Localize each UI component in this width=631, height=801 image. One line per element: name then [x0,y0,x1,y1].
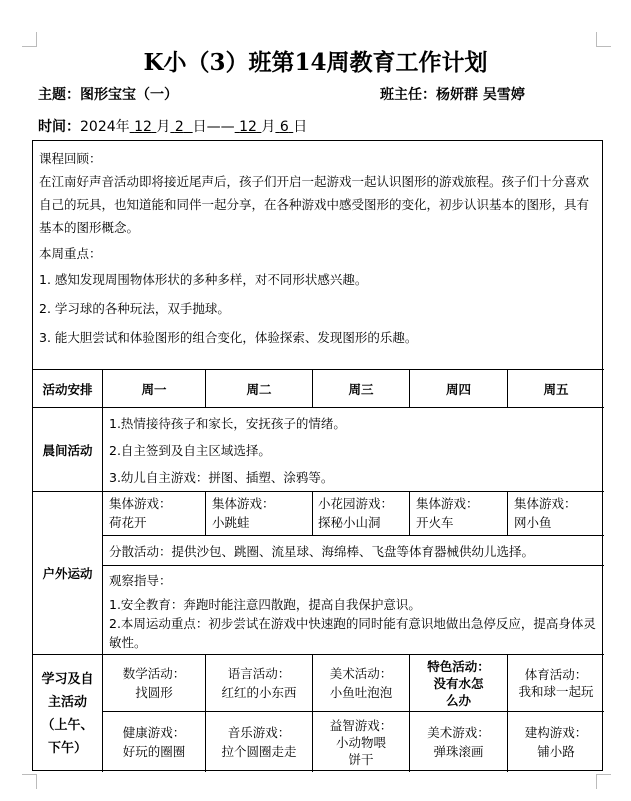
date-start-day: 2 [174,119,184,135]
activity-type: 音乐游戏： [227,725,291,740]
game-type: 集体游戏： [109,496,172,511]
day-header: 周一 [102,369,205,407]
learning-activity [102,711,205,772]
month-unit: 月 [156,119,171,135]
focus-item: 1. 感知发现周围物体形状的多种多样，对不同形状感兴趣。 [39,272,368,287]
date-start-month: 12 [134,119,152,135]
outdoor-game [205,491,312,535]
game-type: 集体游戏： [212,496,275,511]
activity-type: 特色活动： [427,658,490,674]
date-end-month: 12 [239,119,257,135]
activity-type: 健康游戏： [122,725,186,740]
learning-activity [102,654,205,711]
day-header: 周三 [312,369,409,407]
learning-label: 学习及自主活动（上午、下午） [33,654,102,772]
learning-activity [409,711,507,772]
day-unit: 日 [192,119,207,135]
review-heading: 课程回顾： [39,151,102,166]
theme-line [38,84,178,104]
morning-item: 3.幼儿自主游戏：拼图、插塑、涂鸦等。 [109,470,334,485]
scattered-activity: 分散活动：提供沙包、跳圈、流星球、海绵棒、飞盘等体育器械供幼儿选择。 [102,535,604,565]
date-line [38,116,307,136]
morning-activities [102,407,604,491]
date-label: 时间： [38,119,80,135]
morning-item: 2.自主签到及自主区域选择。 [109,443,271,458]
day-unit: 日 [293,119,308,135]
page-corner-mark [596,774,611,789]
teacher-line [380,84,525,104]
page-title: K小（3）班第14周教育工作计划 [143,49,488,76]
activity-name: 弹珠滚画 [433,744,484,759]
month-unit: 月 [261,119,276,135]
activity-type: 益智游戏： [329,717,393,733]
learning-activity [312,711,409,772]
activity-name: 我和球一起玩 [518,684,594,699]
plan-table [32,140,603,771]
activity-name: 小鱼吐泡泡 [329,685,393,700]
game-name: 网小鱼 [514,515,552,530]
observe-heading: 观察指导： [109,573,172,588]
activity-type: 体育活动： [524,667,588,682]
review-body: 在江南好声音活动即将接近尾声后，孩子们开启一起游戏一起认识图形的游戏旅程。孩子们十分喜欢自己的玩具，也知道能和同伴一起分享，在各种游戏中感受图形的变化，初步认识基本的图形，具有基本的图形概念。 [39,174,590,235]
morning-label: 晨间活动 [33,407,102,491]
activity-type: 数学活动： [122,666,186,681]
learning-activity [205,654,312,711]
page-corner-mark [22,774,37,789]
day-header: 周二 [205,369,312,407]
outdoor-label: 户外运动 [33,491,102,654]
teacher-label: 班主任： [380,87,436,103]
activity-type: 美术活动： [329,666,393,681]
focus-heading: 本周重点： [39,246,102,261]
course-review [39,147,599,352]
learning-activity [507,711,604,772]
learning-activity [507,654,604,711]
game-name: 开火车 [416,515,454,530]
game-name: 小跳蛙 [212,515,250,530]
observe-item: 2.本周运动重点：初步尝试在游戏中快速跑的同时能有意识地做出急停反应，提高身体灵敏性。 [109,616,596,650]
outdoor-game [507,491,604,535]
day-header: 周五 [507,369,604,407]
focus-item: 3. 能大胆尝试和体验图形的组合变化，体验探索、发现图形的乐趣。 [39,330,418,345]
activity-type: 语言活动： [227,666,291,681]
outdoor-game [102,491,205,535]
activity-type: 美术游戏： [427,725,490,740]
game-name: 探秘小山洞 [318,515,381,530]
activity-name: 铺小路 [537,744,575,759]
activity-name: 找圆形 [135,685,173,700]
outdoor-game [312,491,409,535]
learning-activity [312,654,409,711]
theme-value: 图形宝宝（一） [80,87,178,103]
outdoor-game [409,491,507,535]
date-separator: —— [206,119,235,135]
game-type: 集体游戏： [416,496,479,511]
schedule-header: 活动安排 [33,369,102,407]
activity-name: 拉个圆圈走走 [221,744,297,759]
focus-item: 2. 学习球的各种玩法，双手抛球。 [39,301,230,316]
theme-label: 主题： [38,87,80,103]
observation-guide [102,565,604,654]
date-end-day: 6 [279,119,289,135]
activity-name: 小动物喂饼干 [335,734,386,767]
game-type: 集体游戏： [514,496,577,511]
game-name: 荷花开 [109,515,147,530]
activity-name: 好玩的圈圈 [122,744,186,759]
teacher-value: 杨妍群 吴雪婷 [436,87,525,103]
game-type: 小花园游戏： [318,496,394,511]
activity-type: 建构游戏： [524,725,588,740]
observe-item: 1.安全教育：奔跑时能注意四散跑，提高自我保护意识。 [109,597,421,612]
activity-name: 没有水怎么办 [433,675,484,708]
morning-item: 1.热情接待孩子和家长，安抚孩子的情绪。 [109,416,346,431]
date-year: 2024年 [80,119,130,135]
learning-activity-featured [409,654,507,711]
activity-name: 红红的小东西 [221,685,297,700]
day-header: 周四 [409,369,507,407]
learning-activity [205,711,312,772]
